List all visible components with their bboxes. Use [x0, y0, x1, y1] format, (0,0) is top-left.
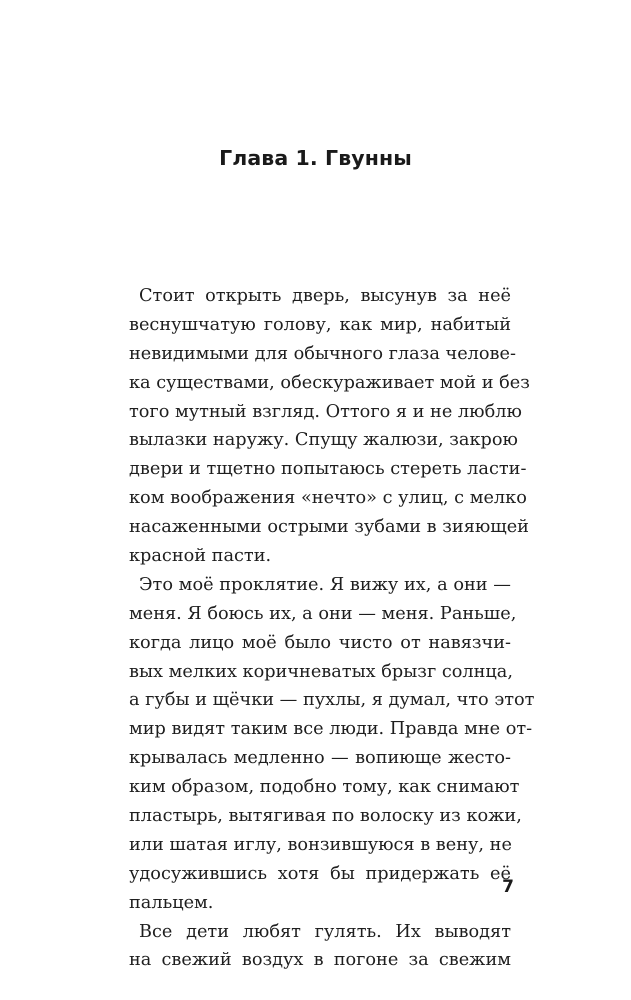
- text-line: крывалась медленно — вопиюще жесто-: [129, 748, 511, 769]
- text-line: вых мелких коричневатых брызг солнца,: [129, 661, 513, 682]
- text-line: двери и тщетно попытаюсь стереть ласти-: [129, 459, 527, 480]
- text-line: а губы и щёчки — пухлы, я думал, что этот: [129, 690, 535, 711]
- text-line: или шатая иглу, вонзившуюся в вену, не: [129, 834, 512, 855]
- paragraph: [119, 282, 530, 571]
- text-line: того мутный взгляд. Оттого я и не люблю: [129, 401, 522, 422]
- text-line: красной пасти.: [129, 546, 272, 567]
- text-line: ка существами, обескураживает мой и без: [129, 372, 530, 393]
- text-line: на свежий воздух в погоне за свежим: [129, 950, 511, 971]
- paragraph: [119, 571, 535, 918]
- text-line: пластырь, вытягивая по волоску из кожи,: [129, 806, 522, 827]
- text-line: Все дети любят гулять. Их выводят: [139, 921, 511, 942]
- text-line: Это моё проклятие. Я вижу их, а они —: [139, 574, 511, 595]
- text-line: меня. Я боюсь их, а они — меня. Раньше,: [129, 603, 517, 624]
- paragraph: [119, 918, 511, 976]
- text-line: ком воображения «нечто» с улиц, с мелко: [129, 488, 527, 509]
- text-line: Стоит открыть дверь, высунув за неё: [139, 286, 511, 306]
- text-line: вылазки наружу. Спущу жалюзи, закрою: [129, 430, 518, 451]
- text-line: насаженными острыми зубами в зияющей: [129, 517, 529, 538]
- chapter-title: Глава 1. Гвунны: [219, 146, 412, 170]
- text-line: когда лицо моё было чисто от навязчи-: [129, 632, 511, 653]
- body-text: [119, 282, 535, 975]
- text-line: ким образом, подобно тому, как снимают: [129, 777, 520, 798]
- text-line: удосужившись хотя бы придержать её: [129, 863, 511, 884]
- page-number: 7: [502, 877, 514, 897]
- text-line: мир видят таким все люди. Правда мне от-: [129, 719, 533, 740]
- text-line: пальцем.: [129, 892, 214, 913]
- text-line: невидимыми для обычного глаза челове-: [129, 343, 516, 364]
- text-line: веснушчатую голову, как мир, набитый: [129, 314, 511, 335]
